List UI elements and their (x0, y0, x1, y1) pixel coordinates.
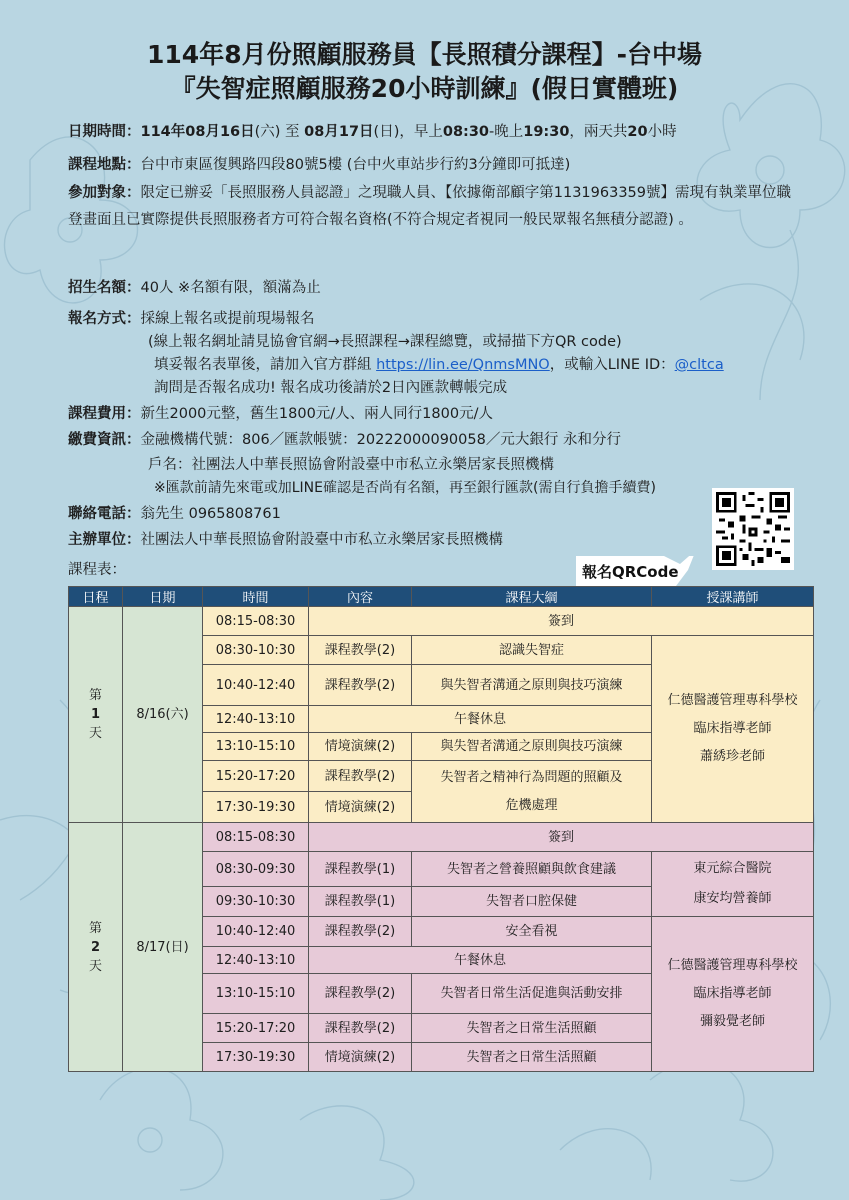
teacher-title: 臨床指導老師 (693, 986, 772, 1001)
schedule-table (68, 586, 814, 1072)
teacher-name: 康安均營養師 (693, 891, 772, 906)
date-text: -晚上 (489, 124, 524, 140)
table-header-row (69, 587, 814, 607)
org-label: 主辦單位： (68, 532, 141, 548)
signup-line1: 採線上報名或提前現場報名 (140, 311, 315, 327)
place-value: 台中市東區復興路四段80號5樓 (台中火車站步行約3分鐘即可抵達) (140, 157, 571, 173)
day-label: 第 (88, 920, 102, 936)
date-label: 日期時間： (68, 124, 141, 140)
day-label: 天 (88, 958, 102, 974)
date-text: 小時 (647, 124, 677, 140)
qr-label: 報名QRCode (582, 563, 679, 581)
phone-label: 聯絡電話： (68, 506, 141, 522)
page-subtitle: 『失智症照顧服務20小時訓練』(假日實體班) (170, 74, 679, 103)
org-value: 社團法人中華長照協會附設臺中市私立永樂居家長照機構 (140, 532, 503, 548)
target-value: 限定已辦妥「長照服務人員認證」之現職人員、【依據衛部顧字第1131963359號】需現有執業單位職登畫面且已實際提供長照服務者方可符合報名資格(不符合規定者視同一般民眾報名無積分認證) 。 (68, 185, 791, 228)
content-cell: 情境演練(2) (309, 733, 412, 761)
header-date: 日期 (123, 587, 203, 607)
outline-cell: 簽到 (309, 823, 814, 852)
table-row (69, 823, 814, 852)
fee-label: 課程費用： (68, 406, 141, 422)
signup-text: ，或輸入LINE ID： (549, 357, 675, 373)
outline-cell: 簽到 (309, 607, 814, 636)
pay-label: 繳費資訊： (68, 432, 141, 448)
start-time: 08:30 (442, 124, 490, 140)
pay-line1: 金融機構代號：806／匯款帳號：20222000090058／元大銀行 永和分行 (140, 432, 621, 448)
time-cell: 15:20-17:20 (203, 1014, 309, 1043)
quota-label: 招生名額： (68, 280, 141, 296)
time-cell: 10:40-12:40 (203, 917, 309, 947)
content-cell: 課程教學(2) (309, 1014, 412, 1043)
org-row (68, 528, 503, 549)
line-id-link[interactable]: @cltca (674, 357, 724, 373)
teacher-hospital: 東元綜合醫院 (693, 861, 772, 876)
outline-cell: 午餐休息 (309, 706, 652, 733)
time-cell: 13:10-15:10 (203, 733, 309, 761)
signup-line4: 詢問是否報名成功! 報名成功後請於2日內匯款轉帳完成 (154, 380, 508, 396)
header-time: 時間 (203, 587, 309, 607)
time-cell: 08:30-10:30 (203, 636, 309, 665)
day-number: 2 (90, 939, 101, 955)
content-cell: 課程教學(2) (309, 917, 412, 947)
teacher-school: 仁德醫護管理專科學校 (667, 693, 798, 708)
day-label: 第 (88, 688, 102, 703)
table-row (69, 607, 814, 636)
header-outline: 課程大綱 (412, 587, 652, 607)
quota-row (68, 276, 321, 297)
pay-row (68, 428, 621, 449)
teacher-cell (652, 636, 814, 823)
outline-cell: 失智者之營養照顧與飲食建議 (412, 852, 652, 887)
date-end: 08月17日 (304, 124, 374, 140)
teacher-name: 彌毅覺老師 (699, 1014, 765, 1029)
phone-row (68, 502, 281, 523)
teacher-name: 蕭綉珍老師 (699, 749, 765, 764)
quota-value: 40人 ※名額有限，額滿為止 (140, 280, 321, 296)
date-text: (日)，早上 (373, 124, 443, 140)
outline-cell: 與失智者溝通之原則與技巧演練 (412, 733, 652, 761)
teacher-cell (652, 917, 814, 1072)
outline-cell: 午餐休息 (309, 947, 652, 974)
header-day: 日程 (69, 587, 123, 607)
time-cell: 08:15-08:30 (203, 607, 309, 636)
pay-line3: ※匯款前請先來電或加LINE確認是否尚有名額，再至銀行匯款(需自行負擔手續費) (154, 480, 656, 496)
time-cell: 17:30-19:30 (203, 792, 309, 823)
signup-label: 報名方式： (68, 311, 141, 327)
schedule-label: 課程表： (68, 562, 126, 578)
outline-cell: 與失智者溝通之原則與技巧演練 (412, 665, 652, 706)
day-label: 天 (88, 726, 102, 741)
outline-cell: 失智者口腔保健 (412, 887, 652, 917)
time-cell: 12:40-13:10 (203, 947, 309, 974)
teacher-title: 臨床指導老師 (693, 721, 772, 736)
signup-text: 填妥報名表單後，請加入官方群組 (154, 357, 377, 373)
pay-line2: 戶名：社團法人中華長照協會附設臺中市私立永樂居家長照機構 (148, 457, 554, 473)
place-label: 課程地點： (68, 157, 141, 173)
day-cell (69, 823, 123, 1072)
signup-line3 (154, 353, 724, 374)
time-cell: 17:30-19:30 (203, 1043, 309, 1072)
line-group-link[interactable]: https://lin.ee/QnmsMNO (376, 357, 550, 373)
content-cell: 情境演練(2) (309, 792, 412, 823)
fee-row (68, 402, 493, 423)
content-cell: 情境演練(2) (309, 1043, 412, 1072)
outline-cell: 失智者之日常生活照顧 (412, 1014, 652, 1043)
time-cell: 15:20-17:20 (203, 761, 309, 792)
phone-value: 翁先生 0965808761 (140, 506, 281, 522)
time-cell: 10:40-12:40 (203, 665, 309, 706)
outline-cell (412, 761, 652, 823)
target-label: 參加對象： (68, 185, 141, 201)
page-title: 114年8月份照顧服務員【長照積分課程】-台中場 (147, 40, 702, 69)
date-text: (六) 至 (254, 124, 300, 140)
outline-cell: 失智者日常生活促進與活動安排 (412, 974, 652, 1014)
content-cell: 課程教學(1) (309, 852, 412, 887)
qr-code-icon (716, 492, 790, 566)
time-cell: 09:30-10:30 (203, 887, 309, 917)
content-cell: 課程教學(2) (309, 974, 412, 1014)
end-time: 19:30 (523, 124, 570, 140)
outline-cell: 認識失智症 (412, 636, 652, 665)
outline-cell: 失智者之日常生活照顧 (412, 1043, 652, 1072)
content-cell: 課程教學(2) (309, 665, 412, 706)
time-cell: 08:30-09:30 (203, 852, 309, 887)
total-hours: 20 (627, 124, 648, 140)
day-cell (69, 607, 123, 823)
date-start: 114年08月16日 (140, 124, 255, 140)
date-row (68, 120, 677, 141)
target-row (68, 180, 798, 234)
date-cell: 8/16(六) (123, 607, 203, 823)
content-cell: 課程教學(2) (309, 761, 412, 792)
header-content: 內容 (309, 587, 412, 607)
time-cell: 13:10-15:10 (203, 974, 309, 1014)
fee-value: 新生2000元整，舊生1800元/人、兩人同行1800元/人 (140, 406, 493, 422)
signup-row (68, 307, 315, 328)
signup-line2: (線上報名網址請見協會官網→長照課程→課程總覽，或掃描下方QR code) (148, 334, 622, 350)
outline-line: 危機處理 (505, 797, 558, 813)
outline-line: 失智者之精神行為問題的照顧及 (440, 769, 623, 785)
content-cell: 課程教學(2) (309, 636, 412, 665)
teacher-school: 仁德醫護管理專科學校 (667, 958, 798, 973)
time-cell: 08:15-08:30 (203, 823, 309, 852)
date-cell: 8/17(日) (123, 823, 203, 1072)
outline-cell: 安全看視 (412, 917, 652, 947)
place-row (68, 153, 570, 174)
day-number: 1 (90, 707, 101, 722)
content-cell: 課程教學(1) (309, 887, 412, 917)
header-teacher: 授課講師 (652, 587, 814, 607)
time-cell: 12:40-13:10 (203, 706, 309, 733)
teacher-cell (652, 852, 814, 917)
date-text: ，兩天共 (569, 124, 628, 140)
signup-qr-code[interactable] (712, 488, 794, 570)
